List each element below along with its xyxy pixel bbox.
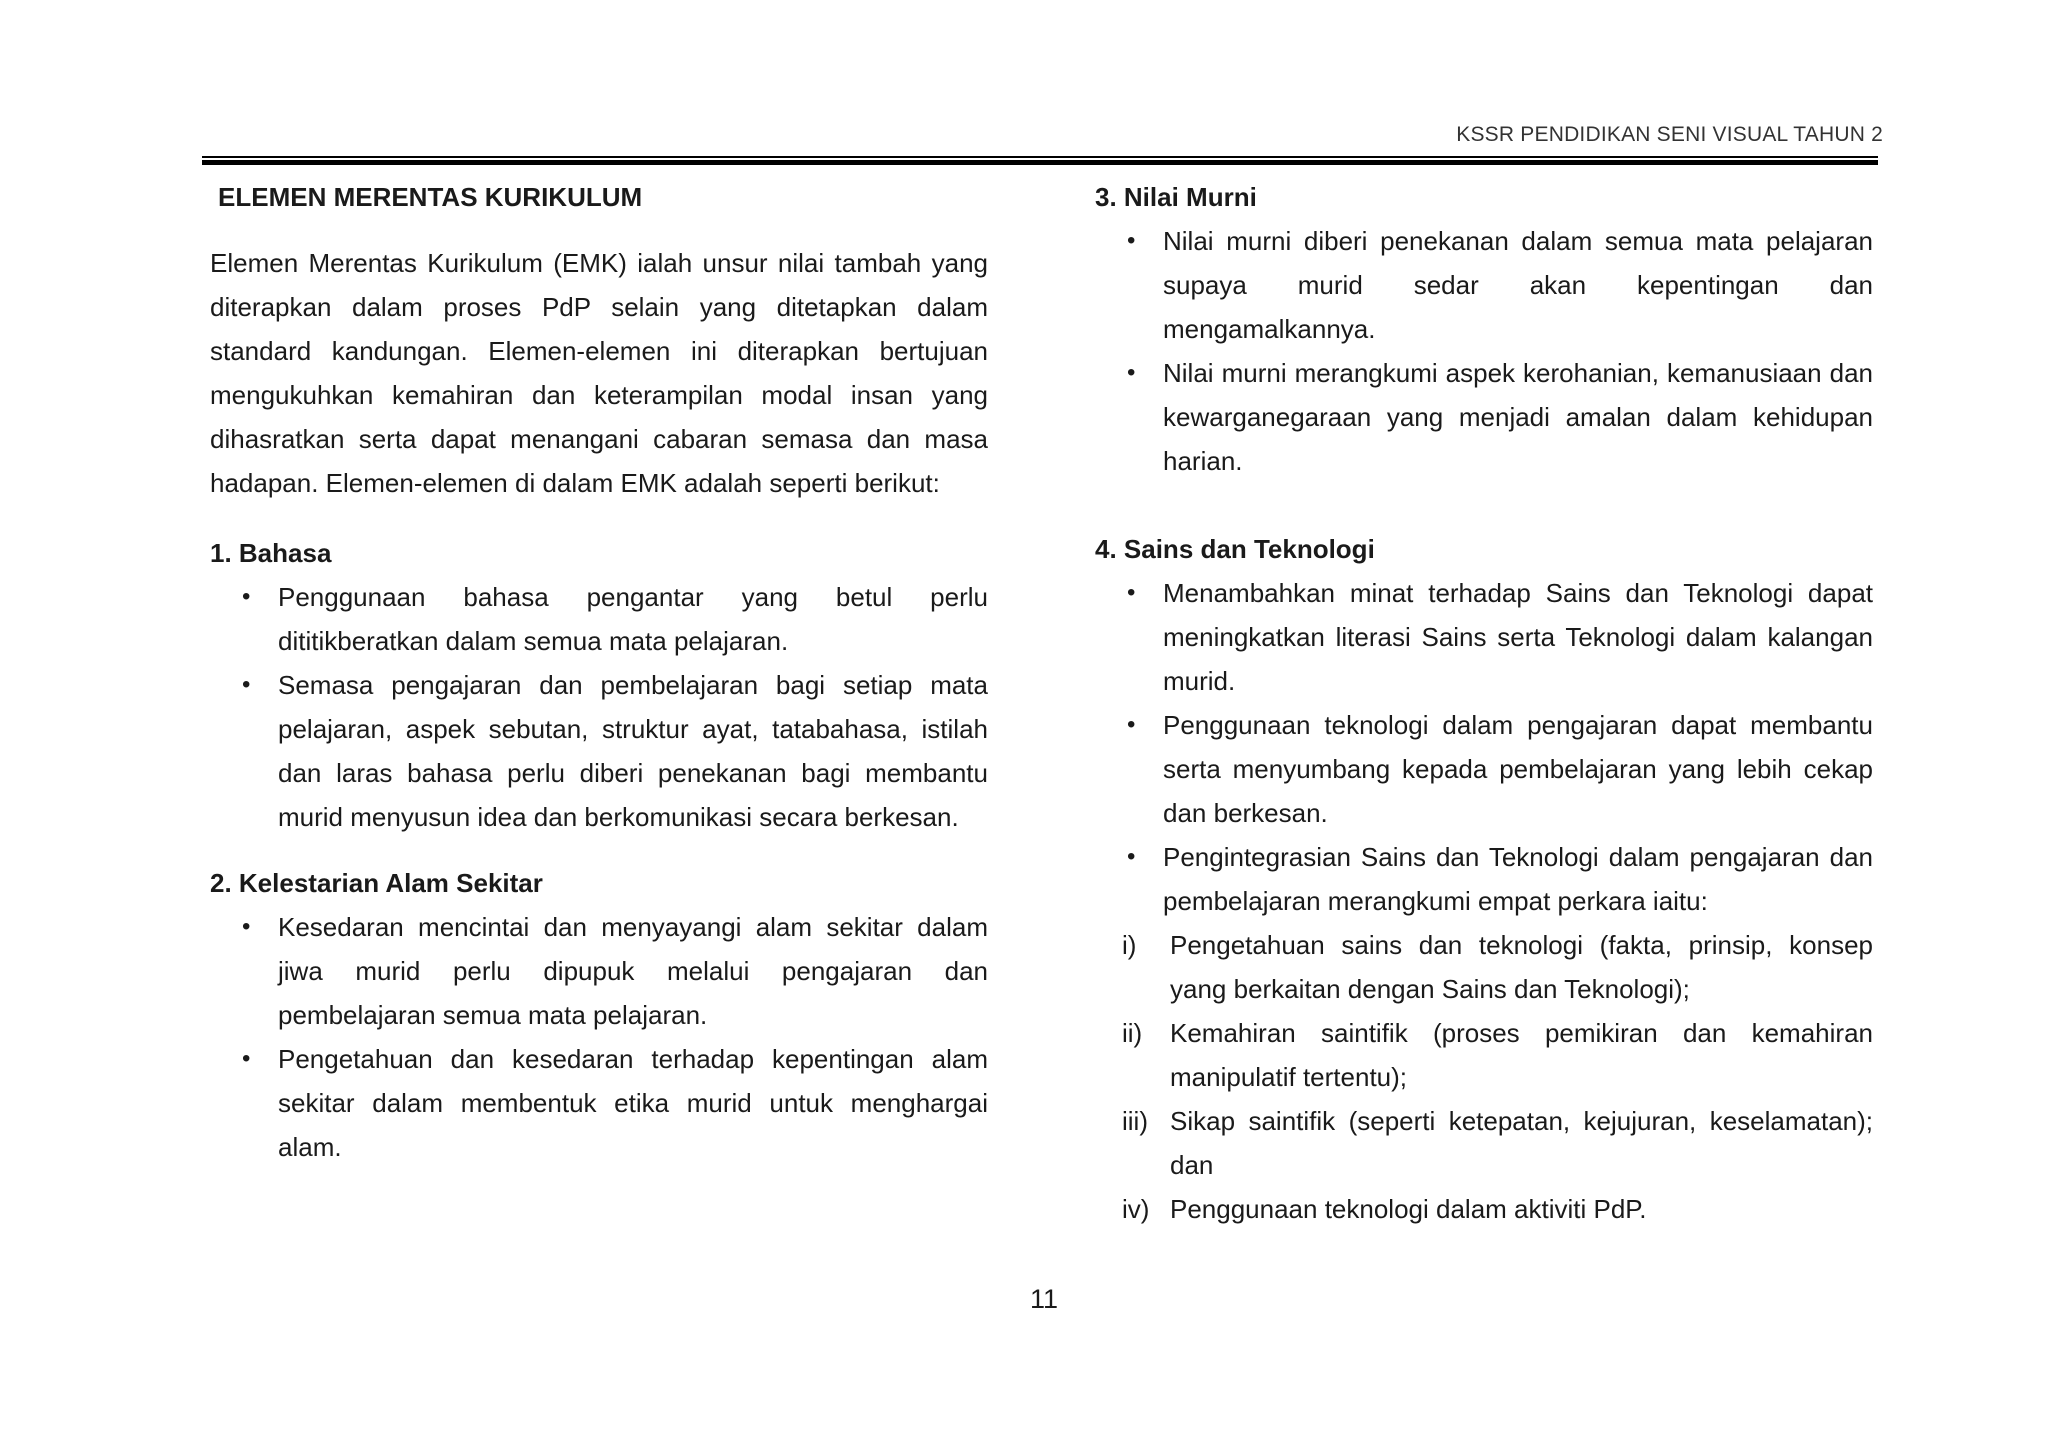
section-heading-kelestarian: 2. Kelestarian Alam Sekitar <box>210 868 543 898</box>
sublist-item <box>1122 1099 1873 1187</box>
list-item: • Kesedaran mencintai dan menyayangi alam sekitar dalam jiwa murid perlu dipupuk melalui pengajaran dan pembelajaran semua mata pelajaran. <box>278 905 988 1037</box>
sublist-item <box>1122 1011 1873 1099</box>
sublist-item <box>1122 923 1873 1011</box>
sublist-number: iv) <box>1122 1194 1150 1224</box>
list-item: • Menambahkan minat terhadap Sains dan Teknologi dapat meningkatkan literasi Sains serta Teknologi dalam kalangan murid. <box>1163 571 1873 703</box>
page-number: 11 <box>1030 1284 1059 1314</box>
page-title: ELEMEN MERENTAS KURIKULUM <box>218 182 643 212</box>
intro-paragraph: Elemen Merentas Kurikulum (EMK) ialah unsur nilai tambah yang diterapkan dalam proses PdP selain yang ditetapkan dalam standard kandungan. Elemen-elemen ini diterapkan bertujuan mengukuhkan kemahiran dan keterampilan modal insan yang dihasratkan serta dapat menangani cabaran semasa dan masa hadapan. Elemen-elemen di dalam EMK adalah seperti berikut: <box>210 248 988 498</box>
sublist-item <box>1122 1187 1873 1231</box>
section-heading-nilai-murni: 3. Nilai Murni <box>1095 182 1257 212</box>
left-column <box>210 175 988 1169</box>
list-item: • Pengetahuan dan kesedaran terhadap kepentingan alam sekitar dalam membentuk etika murid untuk menghargai alam. <box>278 1037 988 1169</box>
list-item: • Semasa pengajaran dan pembelajaran bagi setiap mata pelajaran, aspek sebutan, struktur ayat, tatabahasa, istilah dan laras bahasa perlu diberi penekanan bagi membantu murid menyusun idea dan berkomunikasi secara berkesan. <box>278 663 988 839</box>
sublist-text: Kemahiran saintifik (proses pemikiran dan kemahiran manipulatif tertentu); <box>1170 1018 1873 1092</box>
sains-teknologi-sublist <box>1095 923 1873 1231</box>
list-item: • Nilai murni merangkumi aspek kerohanian, kemanusiaan dan kewarganegaraan yang menjadi amalan dalam kehidupan harian. <box>1163 351 1873 483</box>
list-item: • Pengintegrasian Sains dan Teknologi dalam pengajaran dan pembelajaran merangkumi empat perkara iaitu: <box>1163 835 1873 923</box>
sublist-number: iii) <box>1122 1106 1148 1136</box>
list-item: • Penggunaan bahasa pengantar yang betul perlu dititikberatkan dalam semua mata pelajaran. <box>278 575 988 663</box>
sains-teknologi-list <box>1095 571 1873 923</box>
sublist-number: i) <box>1122 930 1137 960</box>
kelestarian-list <box>210 905 988 1169</box>
list-item: • Penggunaan teknologi dalam pengajaran dapat membantu serta menyumbang kepada pembelajaran yang lebih cekap dan berkesan. <box>1163 703 1873 835</box>
running-header: KSSR PENDIDIKAN SENI VISUAL TAHUN 2 <box>1456 123 1883 146</box>
bahasa-list <box>210 575 988 839</box>
nilai-murni-list <box>1095 219 1873 483</box>
sublist-text: Penggunaan teknologi dalam aktiviti PdP. <box>1170 1194 1647 1224</box>
header-rule-thin <box>202 156 1878 158</box>
section-heading-bahasa: 1. Bahasa <box>210 538 332 568</box>
right-column <box>1095 175 1873 1231</box>
sublist-text: Pengetahuan sains dan teknologi (fakta, prinsip, konsep yang berkaitan dengan Sains dan Teknologi); <box>1170 930 1873 1004</box>
section-heading-sains-teknologi: 4. Sains dan Teknologi <box>1095 534 1375 564</box>
header-rule-thick <box>202 160 1878 165</box>
list-item: • Nilai murni diberi penekanan dalam semua mata pelajaran supaya murid sedar akan kepentingan dan mengamalkannya. <box>1163 219 1873 351</box>
sublist-number: ii) <box>1122 1018 1143 1048</box>
sublist-text: Sikap saintifik (seperti ketepatan, kejujuran, keselamatan); dan <box>1170 1106 1873 1180</box>
